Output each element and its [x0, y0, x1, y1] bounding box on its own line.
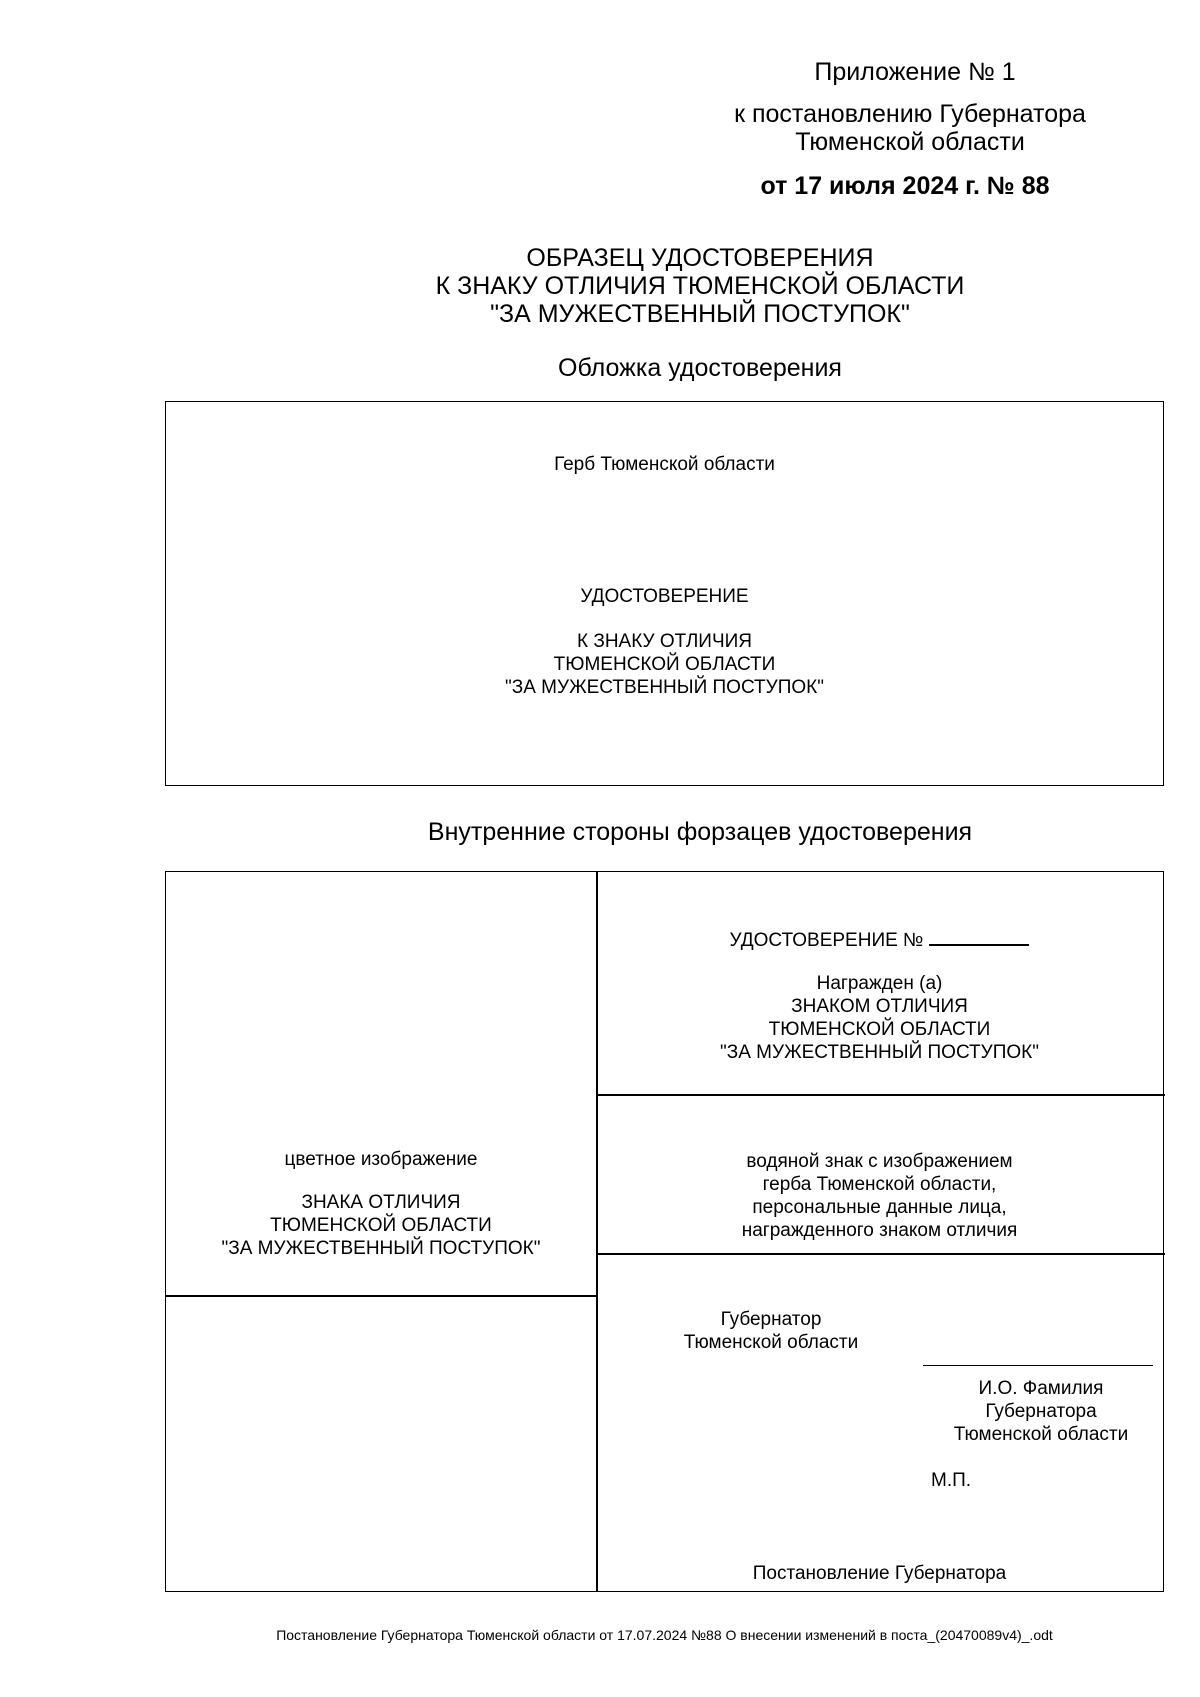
awarded-line-1: Награжден (а)	[816, 973, 943, 994]
watermark-line-4: награжденного знаком отличия	[741, 1220, 1018, 1241]
right-divider-bottom	[596, 1253, 1165, 1255]
appendix-title: Приложение № 1	[814, 58, 1016, 86]
signatory-line-1: И.О. Фамилия	[978, 1378, 1104, 1399]
signatory-block	[926, 1377, 1156, 1446]
document-title-line-1: ОБРАЗЕЦ УДОСТОВЕРЕНИЯ	[526, 244, 874, 272]
signature-line	[923, 1365, 1153, 1366]
cover-certificate-label: УДОСТОВЕРЕНИЕ	[580, 586, 749, 607]
stamp-label: М.П.	[931, 1470, 972, 1491]
appendix-ref-line-2: Тюменской области	[795, 128, 1025, 156]
certificate-number-blank	[929, 926, 1029, 946]
document-title	[300, 244, 1100, 328]
awarded-line-4: "ЗА МУЖЕСТВЕННЫЙ ПОСТУПОК"	[720, 1042, 1039, 1063]
watermark-line-3: персональные данные лица,	[752, 1197, 1007, 1218]
awarded-block	[596, 972, 1163, 1064]
cover-subtitle-line-2: ТЮМЕНСКОЙ ОБЛАСТИ	[553, 654, 776, 675]
watermark-block	[596, 1150, 1163, 1242]
awarded-line-3: ТЮМЕНСКОЙ ОБЛАСТИ	[768, 1019, 991, 1040]
right-divider-top	[596, 1094, 1165, 1096]
badge-image-line-3: "ЗА МУЖЕСТВЕННЫЙ ПОСТУПОК"	[221, 1238, 541, 1259]
appendix-ref-line-1: к постановлению Губернатора	[734, 100, 1086, 128]
badge-image-caption: цветное изображение	[284, 1149, 478, 1170]
document-title-line-2: К ЗНАКУ ОТЛИЧИЯ ТЮМЕНСКОЙ ОБЛАСТИ	[435, 272, 965, 300]
signatory-line-3: Тюменской области	[953, 1424, 1129, 1445]
cover-subtitle-line-3: "ЗА МУЖЕСТВЕННЫЙ ПОСТУПОК"	[505, 677, 824, 698]
certificate-number-label: УДОСТОВЕРЕНИЕ №	[729, 930, 924, 951]
cover-heading: Обложка удостоверения	[558, 354, 842, 382]
governor-title-line-1: Губернатор	[720, 1309, 822, 1330]
badge-image-line-2: ТЮМЕНСКОЙ ОБЛАСТИ	[270, 1215, 492, 1236]
cover-subtitle-line-1: К ЗНАКУ ОТЛИЧИЯ	[577, 631, 752, 652]
cover-subtitle	[166, 630, 1163, 699]
cover-frame	[165, 401, 1164, 786]
appendix-date: от 17 июля 2024 г. № 88	[760, 172, 1050, 200]
badge-image-cell	[166, 1148, 596, 1260]
watermark-line-2: герба Тюменской области,	[762, 1174, 997, 1195]
awarded-line-2: ЗНАКОМ ОТЛИЧИЯ	[791, 996, 968, 1017]
signatory-line-2: Губернатора	[985, 1401, 1097, 1422]
footer-filename: Постановление Губернатора Тюменской области от 17.07.2024 №88 О внесении изменений в поста_(20470089v4)_.odt	[276, 1627, 1053, 1643]
governor-title	[596, 1308, 946, 1354]
resolution-label: Постановление Губернатора	[752, 1563, 1007, 1584]
watermark-line-1: водяной знак с изображением	[746, 1151, 1013, 1172]
certificate-number-row	[596, 926, 1163, 952]
governor-title-line-2: Тюменской области	[683, 1332, 859, 1353]
inside-heading: Внутренние стороны форзацев удостоверения	[427, 818, 973, 846]
inside-frame	[165, 871, 1164, 1592]
badge-image-line-1: ЗНАКА ОТЛИЧИЯ	[301, 1192, 461, 1213]
appendix-reference	[720, 100, 1100, 156]
document-title-line-3: "ЗА МУЖЕСТВЕННЫЙ ПОСТУПОК"	[490, 300, 910, 328]
left-divider	[166, 1295, 597, 1297]
cover-emblem-label: Герб Тюменской области	[554, 454, 775, 475]
